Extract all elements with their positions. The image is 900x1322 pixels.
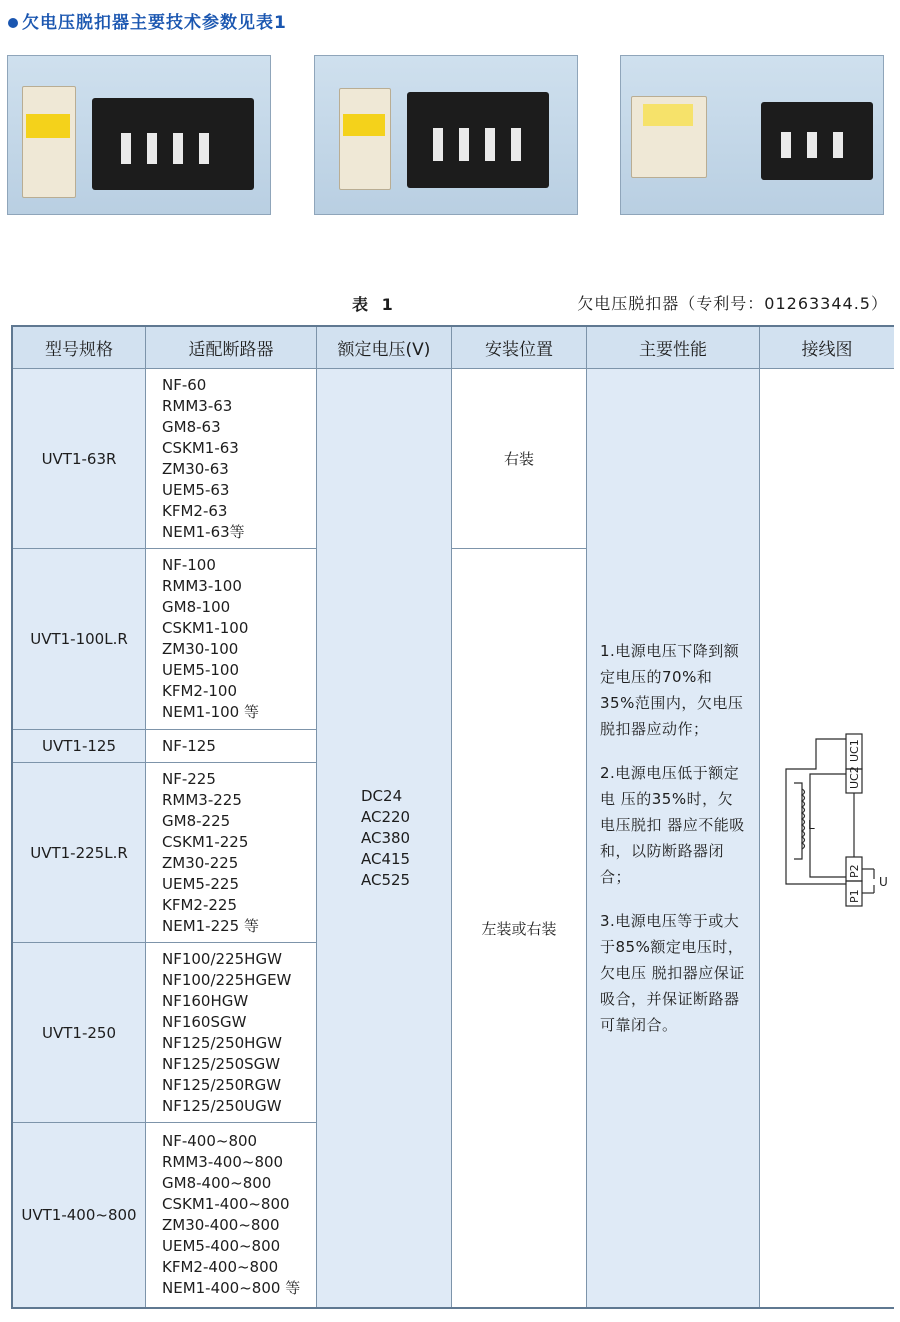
install-left-or-right: 左装或右装 — [452, 549, 587, 1307]
u-label: U — [879, 875, 888, 889]
p1-label: P1 — [848, 889, 861, 903]
voltage-list: DC24 AC220 AC380 AC415 AC525 — [317, 369, 452, 1307]
header-breaker: 适配断路器 — [146, 327, 317, 369]
parameter-table — [11, 325, 894, 1309]
model-cell: UVT1-63R — [13, 369, 146, 549]
product-photo-2 — [314, 55, 578, 215]
breaker-list: NF-225 RMM3-225 GM8-225 CSKM1-225 ZM30-225 UEM5-225 KFM2-225 NEM1-225 等 — [146, 763, 317, 943]
performance-item: 3.电源电压等于或大于85%额定电压时，欠电压 脱扣器应保证吸合，并保证断路器可靠闭合。 — [600, 912, 745, 1034]
heading-text: 欠电压脱扣器主要技术参数见表1 — [22, 13, 287, 33]
bullet-icon — [8, 18, 18, 28]
patent-note: 欠电压脱扣器（专利号：01263344.5） — [577, 294, 888, 313]
breaker-list: NF-400~800 RMM3-400~800 GM8-400~800 CSKM1-400~800 ZM30-400~800 UEM5-400~800 KFM2-400~800 NEM1-400~800 等 — [146, 1123, 317, 1307]
performance-text — [587, 369, 760, 1307]
model-cell: UVT1-100L.R — [13, 549, 146, 730]
breaker-list: NF-125 — [146, 730, 317, 763]
wiring-diagram — [760, 369, 894, 1307]
section-heading — [8, 8, 287, 33]
table-caption: 表 1 — [352, 295, 397, 314]
uc2-label: UC2 — [848, 766, 861, 789]
uc1-label: UC1 — [848, 739, 861, 762]
wiring-cell — [760, 369, 894, 1307]
performance-item: 2.电源电压低于额定电 压的35%时，欠电压脱扣 器应不能吸和，以防断路器闭合； — [600, 764, 745, 886]
product-photo-1 — [7, 55, 271, 215]
breaker-list: NF-100 RMM3-100 GM8-100 CSKM1-100 ZM30-100 UEM5-100 KFM2-100 NEM1-100 等 — [146, 549, 317, 730]
product-photo-3 — [620, 55, 884, 215]
header-wiring: 接线图 — [760, 327, 894, 369]
breaker-list: NF100/225HGW NF100/225HGEW NF160HGW NF160SGW NF125/250HGW NF125/250SGW NF125/250RGW NF125/250UGW — [146, 943, 317, 1123]
model-cell: UVT1-250 — [13, 943, 146, 1123]
header-voltage: 额定电压(V) — [317, 327, 452, 369]
performance-item: 1.电源电压下降到额定电压的70%和35%范围内，欠电压脱扣器应动作； — [600, 642, 744, 738]
model-cell: UVT1-400~800 — [13, 1123, 146, 1307]
header-install: 安装位置 — [452, 327, 587, 369]
install-right: 右装 — [452, 369, 587, 549]
breaker-list: NF-60 RMM3-63 GM8-63 CSKM1-63 ZM30-63 UEM5-63 KFM2-63 NEM1-63等 — [146, 369, 317, 549]
header-model: 型号规格 — [13, 327, 146, 369]
model-cell: UVT1-225L.R — [13, 763, 146, 943]
p2-label: P2 — [848, 864, 861, 878]
coil-label: L — [808, 818, 815, 832]
model-cell: UVT1-125 — [13, 730, 146, 763]
header-performance: 主要性能 — [587, 327, 760, 369]
